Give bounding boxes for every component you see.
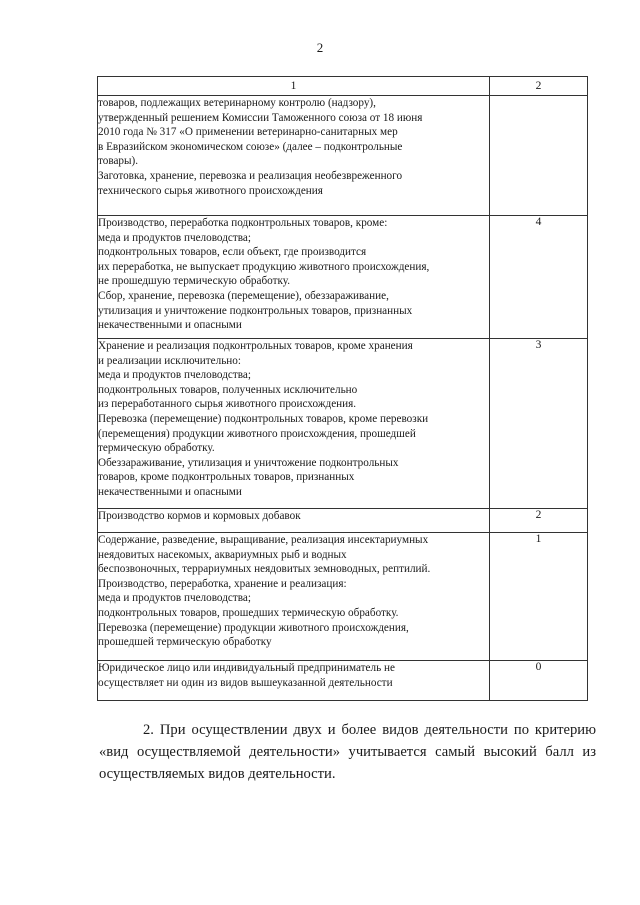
activity-score: 1	[490, 533, 588, 661]
paragraph-text: 2. При осуществлении двух и более видов деятельности по критерию «вид осуществляемой деятельности» учитывается самый высокий балл из осуществляемых видов деятельности.	[99, 722, 596, 782]
activity-score	[490, 96, 588, 216]
activity-description: товаров, подлежащих ветеринарному контролю (надзору), утвержденный решением Комиссии Таможенного союза от 18 июня 2010 года № 317 «О применении ветеринарно-санитарных мер в Евразийском экономическом союзе» (далее – подконтрольные товары). Заготовка, хранение, перевозка и реализация необезвреженного технического сырья животного происхождения	[98, 96, 490, 216]
activity-description: Хранение и реализация подконтрольных товаров, кроме хранения и реализации исключительно: меда и продуктов пчеловодства; подконтрольных товаров, полученных исключительно из переработанного сырья животного происхождения. Перевозка (перемещение) подконтрольных товаров, кроме перевозки (перемещения) продукции животного происхождения, прошедшей термическую обработку. Обеззараживание, утилизация и уничтожение подконтрольных товаров, кроме подконтрольных товаров, признанных некачественными и опасными	[98, 339, 490, 509]
column-header-1: 1	[98, 77, 490, 96]
table-row	[98, 661, 588, 701]
activity-description: Производство кормов и кормовых добавок	[98, 509, 490, 533]
table-row	[98, 533, 588, 661]
table-row	[98, 216, 588, 339]
activity-score: 0	[490, 661, 588, 701]
activity-score: 2	[490, 509, 588, 533]
table-row	[98, 509, 588, 533]
criteria-table	[97, 76, 588, 701]
activity-description: Содержание, разведение, выращивание, реализация инсектариумных неядовитых насекомых, аквариумных рыб и водных беспозвоночных, террариумных неядовитых земноводных, рептилий. Производство, переработка, хранение и реализация: меда и продуктов пчеловодства; подконтрольных товаров, прошедших термическую обработку. Перевозка (перемещение) продукции животного происхождения, прошедшей термическую обработку	[98, 533, 490, 661]
activity-score: 3	[490, 339, 588, 509]
page-number: 2	[316, 40, 324, 55]
table-row	[98, 339, 588, 509]
paragraph-2	[99, 719, 596, 785]
table-row	[98, 96, 588, 216]
activity-description: Юридическое лицо или индивидуальный предприниматель не осуществляет ни один из видов вышеуказанной деятельности	[98, 661, 490, 701]
table-header-row	[98, 77, 588, 96]
activity-description: Производство, переработка подконтрольных товаров, кроме: меда и продуктов пчеловодства; подконтрольных товаров, если объект, где производится их переработка, не выпускает продукцию животного происхождения, не прошедшую термическую обработку. Сбор, хранение, перевозка (перемещение), обеззараживание, утилизация и уничтожение подконтрольных товаров, признанных некачественными и опасными	[98, 216, 490, 339]
column-header-2: 2	[490, 77, 588, 96]
activity-score: 4	[490, 216, 588, 339]
